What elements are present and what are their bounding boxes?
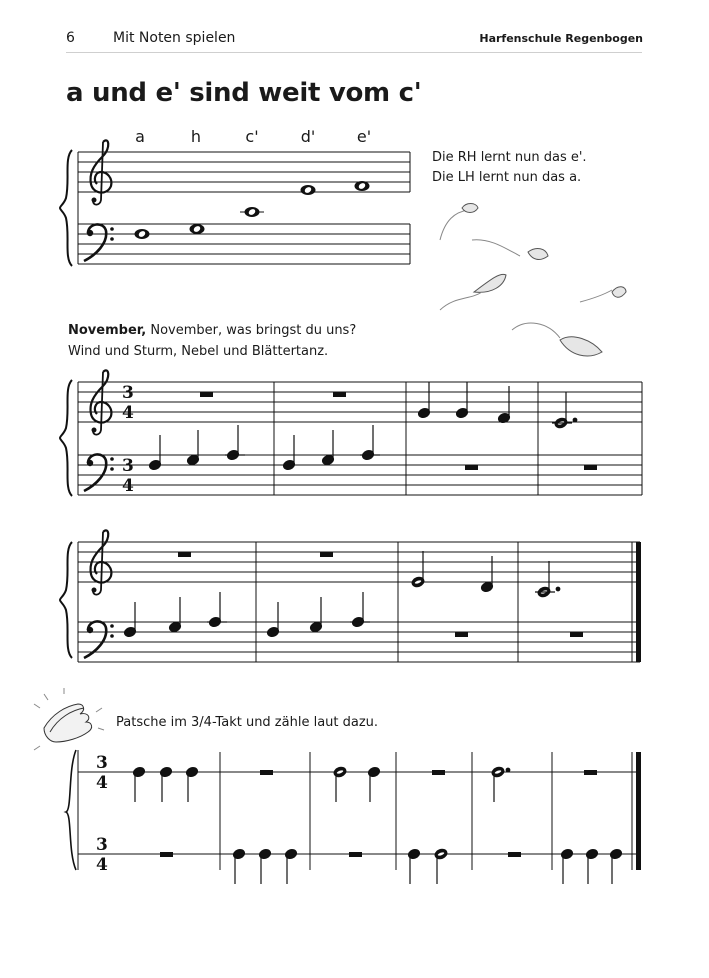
svg-text:4: 4 [96, 855, 108, 875]
note-c1 [245, 207, 260, 217]
svg-text:3: 3 [96, 753, 108, 773]
clapping-hands-icon [34, 688, 104, 750]
note-name-a: a [135, 127, 145, 146]
lh-note-text: Die LH lernt nun das a. [432, 170, 582, 185]
note-d1 [301, 185, 316, 195]
staff-system-overview [60, 140, 410, 266]
treble-clef [91, 140, 112, 204]
staff-system-rhythm [66, 750, 641, 884]
bass-clef [84, 224, 114, 261]
book-title: Harfenschule Regenbogen [479, 32, 643, 45]
note-name-d1: d' [300, 127, 316, 146]
song-lyrics-line-2: Wind und Sturm, Nebel und Blättertanz. [68, 344, 329, 359]
time-sig-bottom: 4 [122, 403, 134, 423]
svg-text:3: 3 [96, 835, 108, 855]
svg-text:4: 4 [122, 476, 134, 496]
song-lyrics-rest: November, was bringst du uns? [146, 323, 357, 338]
note-name-h: h [190, 127, 202, 146]
note-a [135, 229, 150, 239]
note-h [190, 224, 205, 234]
falling-leaves-icon [440, 204, 626, 357]
song-lyrics-bold: November, [68, 323, 147, 338]
note-name-c1: c' [245, 127, 259, 146]
rh-note-text: Die RH lernt nun das e'. [432, 150, 587, 165]
time-sig-top: 3 [122, 383, 134, 403]
staff-system-2 [60, 370, 642, 496]
page-number: 6 [66, 30, 75, 46]
svg-text:4: 4 [96, 773, 108, 793]
lesson-title: a und e' sind weit vom c' [66, 78, 422, 108]
note-e1 [355, 181, 370, 191]
chapter-title: Mit Noten spielen [113, 30, 236, 46]
note-name-e1: e' [356, 127, 372, 146]
clap-instruction: Patsche im 3/4-Takt und zähle laut dazu. [116, 715, 379, 730]
staff-system-3 [60, 530, 641, 662]
svg-text:3: 3 [122, 456, 134, 476]
